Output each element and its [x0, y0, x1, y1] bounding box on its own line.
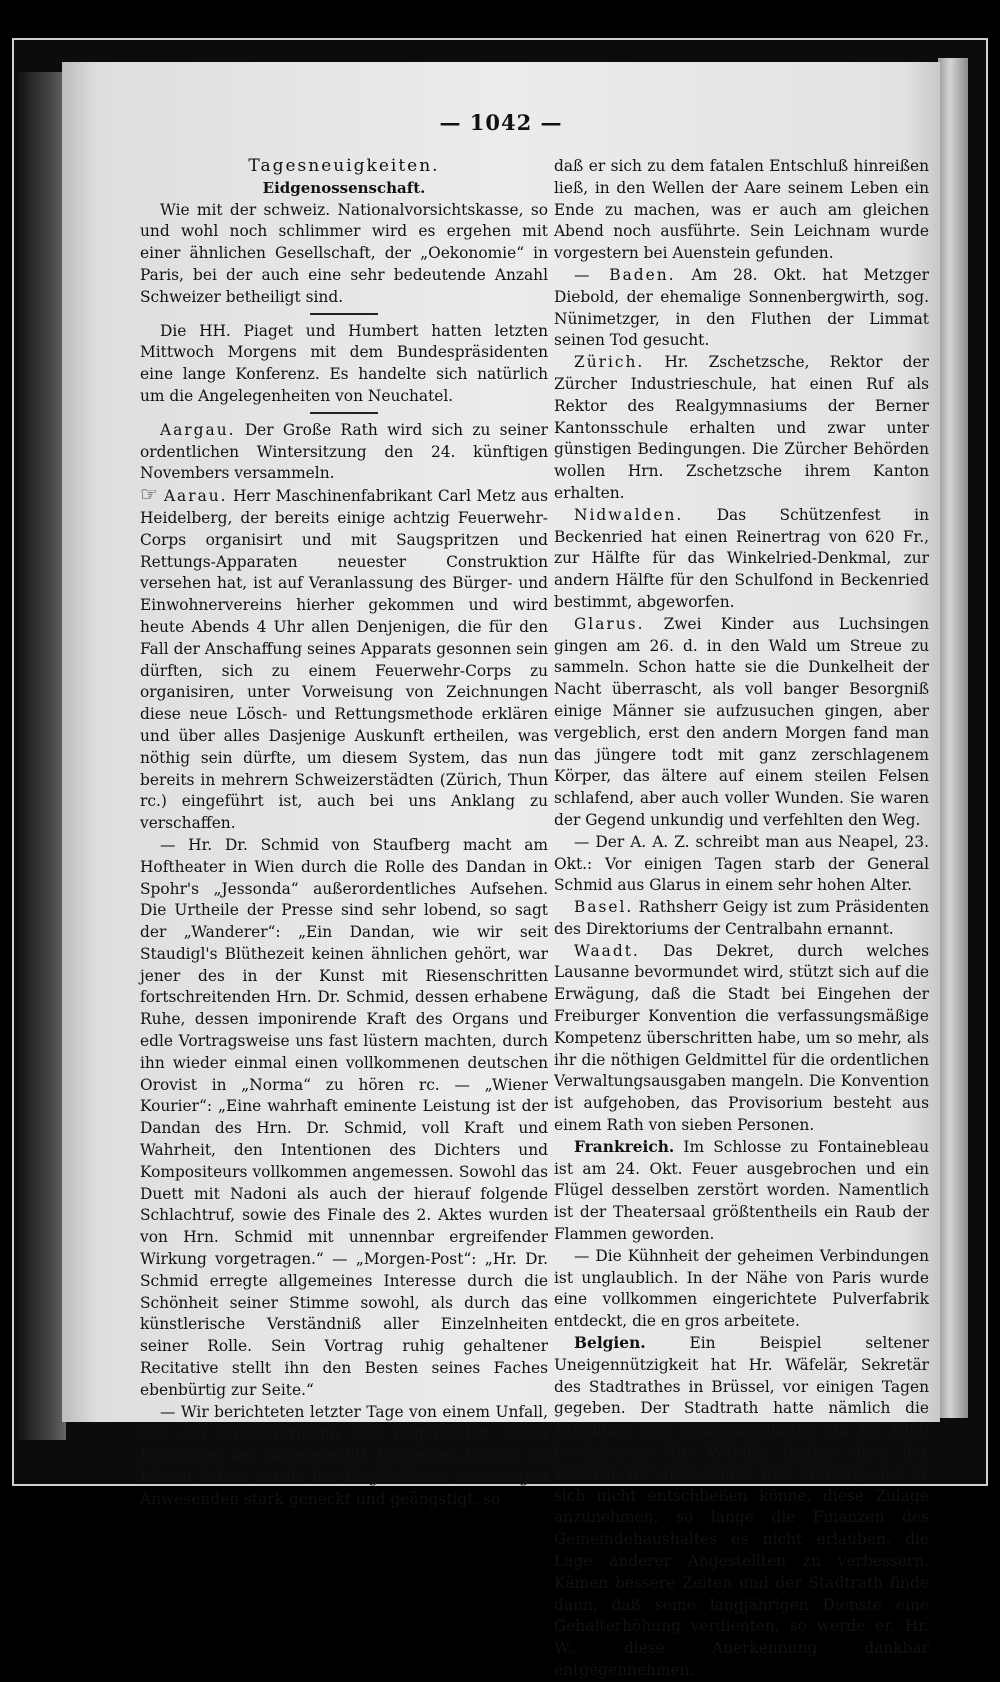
facing-page-edge [938, 58, 968, 1418]
article-zuerich [554, 352, 929, 505]
article-pulverfabrik: — Die Kühnheit der geheimen Verbindungen ist unglaublich. In der Nähe von Paris wurde eine vollkommen eingerichtete Pulverfabrik entdeckt, die en gros arbeitete. [554, 1246, 929, 1331]
dateline-zuerich: Zürich. [574, 353, 645, 372]
article-aarau [140, 482, 548, 835]
article-nationalvorsichtskasse: Wie mit der schweiz. Nationalvorsichtskasse, so und wohl noch schlimmer wird es ergehen mit einer ähnlichen Gesellschaft, der „Oekonomie“ in Paris, bei der auch eine sehr bedeutende Anzahl Schweizer betheiligt sind. [140, 200, 548, 306]
article-basel-text: Rathsherr Geigy ist zum Präsidenten des Direktoriums der Centralbahn ernannt. [554, 898, 929, 938]
dateline-belgien: Belgien. [574, 1334, 646, 1353]
article-baden-text: Am 28. Okt. hat Metzger Diebold, der ehemalige Sonnenbergwirth, sog. Nünimetzger, in den Fluthen der Limmat seinen Tod gesucht. [554, 265, 929, 350]
article-schmid-wien: — Hr. Dr. Schmid von Staufberg macht am Hoftheater in Wien durch die Rolle des Dandan in Spohr's „Jessonda“ außerordentliches Aufsehen. Die Urtheile der Presse sind sehr lobend, so sagt der „Wanderer“: „Ein Dandan, wie wir seit Staudigl's Blüthezeit keinen ähnlichen gehört, war jener des in der Kunst mit Riesenschritten fortschreitenden Hrn. Dr. Schmid, dessen erhabene Ruhe, dessen imponirende Kraft des Organs und edle Vortragsweise uns fast lüstern machten, durch ihn wieder einmal einen vollkommenen deutschen Orovist in „Norma“ zu hören rc. — „Wiener Kourier“: „Eine wahrhaft eminente Leistung ist der Dandan des Hrn. Dr. Schmid, voll Kraft und Wahrheit, den Intentionen des Dichters und Kompositeurs vollkommen angemessen. Sowohl das Duett mit Nadoni als auch der hierauf folgende Schlachtruf, sowie des Finale des 2. Aktes wurden von Hrn. Schmid mit unnennbar ergreifender Wirkung vorgetragen.“ — „Morgen-Post“: „Hr. Dr. Schmid erregte allgemeines Interesse durch die Schönheit seiner Stimme sowohl, als durch das künstlerische Verständniß aller Einzelnheiten seiner Rolle. Sein Vortrag ruhig gehaltener Recitative stellt ihn den Besten seines Faches ebenbürtig zur Seite.“ [140, 835, 548, 1399]
article-aargau [140, 420, 548, 485]
article-basel [554, 897, 929, 941]
article-waadt-text: Das Dekret, durch welches Lausanne bevormundet wird, stützt sich auf die Erwägung, daß die Stadt bei Eingehen der Freiburger Konvention die verfassungsmäßige Kompetenz überschritten habe, um so mehr, als ihr die nöthigen Geldmittel für die ordentlichen Verwaltungsausgaben mangeln. Die Konvention ist aufgehoben, das Provisorium besteht aus einem Rath von sieben Personen. [554, 941, 929, 1135]
article-belgien-text: Ein Beispiel seltener Uneigennützigkeit hat Hr. Wäfelär, Sekretär des Stadtrathes in Brüssel, vor einigen Tagen gegeben. Der Stadtrath hatte nämlich die Erhöhung des Sekretärgehaltes um Fr. 1000 beschlossen; Hr. Wäfelär dankte aber der Behörde für diese Gunst und erklärte, daß er sich nicht entschließen könne, diese Zulage anzunehmen, so lange die Finanzen des Gemeindehaushaltes es nicht erlauben, die Lage anderer Angestellten zu verbessern. Kämen bessere Zeiten und der Stadtrath finde dann, daß seine langjährigen Dienste eine Gehalterhöhung verdienten, so werde er, Hr. W., diese Anerkennung dankbar entgegennehmen. [554, 1334, 929, 1679]
pointing-hand-icon: ☞ [140, 482, 158, 507]
divider-rule [310, 313, 378, 315]
article-glarus [554, 614, 929, 832]
section-title: Tagesneuigkeiten. [248, 156, 440, 176]
dateline-baden: — Baden. [574, 265, 676, 284]
article-belgien [554, 1333, 929, 1682]
article-nidwalden-text: Das Schützenfest in Beckenried hat einen Reinertrag von 620 Fr., zur Hälfte für das Winkelried-Denkmal, zur andern Hälfte für den Schulfond in Beckenried bestimmt, abgeworfen. [554, 505, 929, 611]
article-unfall-continued: daß er sich zu dem fatalen Entschluß hinreißen ließ, in den Wellen der Aare seinem Leben ein Ende zu machen, was er auch am gleichen Abend noch ausführte. Sein Leichnam wurde vorgestern bei Auenstein gefunden. [554, 157, 929, 263]
dateline-aarau: Aarau. [163, 487, 228, 506]
right-column [554, 156, 929, 1682]
divider-rule [310, 412, 378, 414]
dateline-waadt: Waadt. [574, 941, 640, 960]
book-spine [18, 72, 66, 1440]
article-neapel: — Der A. A. Z. schreibt man aus Neapel, 23. Okt.: Vor einigen Tagen starb der General Schmid aus Glarus in einem sehr hohen Alter. [554, 832, 929, 895]
dateline-aargau: Aargau. [160, 420, 236, 439]
article-zuerich-text: Hr. Zschetzsche, Rektor der Zürcher Industrieschule, hat einen Ruf als Rektor des Realgymnasiums der Berner Kantonsschule erhalten und zwar unter günstigen Bedingungen. Die Zürcher Behörden wollen Hrn. Zschetzsche ihrem Kanton erhalten. [554, 353, 929, 502]
article-frankreich-text: Im Schlosse zu Fontainebleau ist am 24. Okt. Feuer ausgebrochen und ein Flügel desselben zerstört worden. Namentlich ist der Theatersaal größtentheils ein Raub der Flammen geworden. [554, 1137, 929, 1244]
article-aarau-text: Herr Maschinenfabrikant Carl Metz aus Heidelberg, der bereits einige achtzig Feuerwehr-Corps organisirt und mit Saugspritzen und Rettungs-Apparaten neuester Construktion versehen hat, ist auf Veranlassung des Bürger- und Einwohnervereins hierher gekommen und wird heute Abends 4 Uhr allen Denjenigen, die für den Fall der Anschaffung seines Apparats gesonnen sein dürften, sich zu einem Feuerwehr-Corps zu organisiren, unter Vorweisung von Zeichnungen diese neue Lösch- und Rettungsmethode erklären und über alles Dasjenige Auskunft ertheilen, was nöthig sein dürfte, um diesem System, das nun bereits in mehrern Schweizerstädten (Zürich, Thun rc.) eingeführt ist, auch bei uns Anklang zu verschaffen. [140, 487, 548, 833]
article-nidwalden [554, 505, 929, 614]
subhead-eidgenossenschaft: Eidgenossenschaft. [262, 178, 426, 197]
dateline-basel: Basel. [574, 898, 634, 917]
newspaper-page [62, 62, 940, 1679]
article-waadt [554, 941, 929, 1137]
dateline-frankreich: Frankreich. [574, 1137, 675, 1156]
page-number: — 1042 — [439, 110, 563, 135]
article-unfall: — Wir berichteten letzter Tage von einem Unfall, den ein Suserfuhrmann von Degerfelden durch Umstürzen des Wagens erlitt. Bei seiner Ankunft im Löwen dahier wurde der Unglückliche von einigen Anwesenden stark geneckt und geängstigt, so [140, 1402, 548, 1508]
article-glarus-text: Zwei Kinder aus Luchsingen gingen am 26. d. in den Wald um Streue zu sammeln. Schon hatte sie die Dunkelheit der Nacht überrascht, als voll banger Besorgniß einige Männer sie aufzusuchen gingen, aber vergeblich, erst den andern Morgen fand man das jüngere todt mit ganz zerschlagenem Körper, das ältere auf einem steilen Felsen schlafend, aber auch voller Wunden. Sie waren der Gegend unkundig und verfehlten den Weg. [554, 614, 929, 829]
article-frankreich [554, 1137, 929, 1246]
article-aargau-text: Der Große Rath wird sich zu seiner ordentlichen Wintersitzung den 24. künftigen Novembers versammeln. [140, 420, 548, 483]
article-baden [554, 265, 929, 352]
article-piaget-humbert: Die HH. Piaget und Humbert hatten letzten Mittwoch Morgens mit dem Bundespräsidenten eine lange Konferenz. Es handelte sich natürlich um die Angelegenheiten von Neuchatel. [140, 321, 548, 405]
dateline-glarus: Glarus. [574, 614, 645, 633]
dateline-nidwalden: Nidwalden. [574, 505, 684, 524]
left-column [140, 156, 548, 1511]
